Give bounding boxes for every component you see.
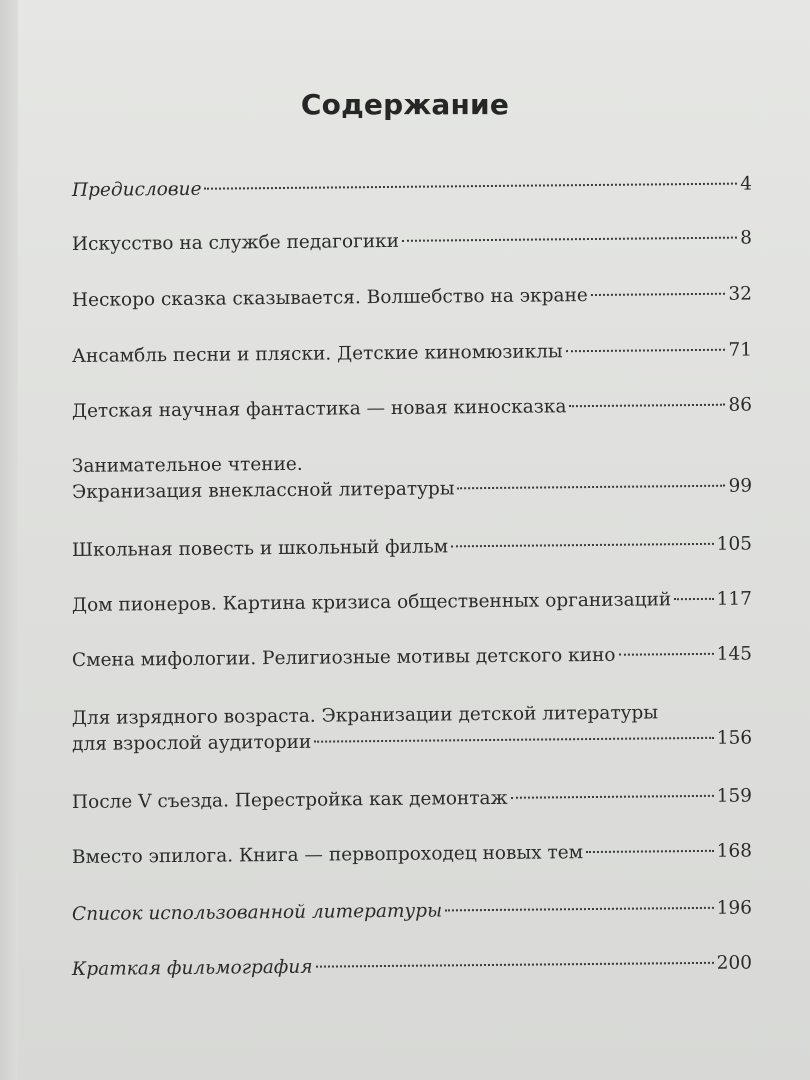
toc-page-number: 168	[716, 840, 753, 862]
dot-leader	[314, 737, 714, 743]
dot-leader	[591, 293, 726, 296]
dot-leader	[204, 183, 737, 190]
toc-page-number: 99	[728, 475, 753, 497]
toc-entry-text: Ансамбль песни и пляски. Детские киномюзиклы	[71, 341, 563, 367]
toc-page-number: 71	[728, 339, 753, 361]
toc-page-number: 156	[716, 727, 753, 749]
toc-entry-reading	[72, 447, 752, 506]
toc-page-number: 145	[716, 643, 753, 665]
toc-entry-text: Искусство на службе педагогики	[71, 230, 400, 255]
toc-entry-text: Смена мифологии. Религиозные мотивы детского кино	[71, 644, 616, 671]
toc-entry-text-line2: для взрослой аудитории	[72, 731, 312, 755]
dot-leader	[402, 237, 737, 242]
page-title: Содержание	[300, 88, 510, 121]
page-edge	[0, 0, 19, 1080]
dot-leader	[618, 653, 713, 656]
toc-entry-text: Занимательное чтение.	[71, 453, 303, 478]
toc-entry-text: Вместо эпилога. Книга — первопроходец новых тем	[71, 842, 584, 868]
toc-entry-text: Нескоро сказка сказывается. Волшебство на экране	[71, 285, 588, 311]
dot-leader	[445, 907, 714, 912]
dot-leader	[566, 349, 726, 353]
toc-page-number: 105	[716, 533, 753, 555]
toc-entry-text: Детская научная фантастика — новая киносказка	[71, 396, 567, 422]
toc-page-number: 8	[740, 227, 753, 249]
toc-page-number: 200	[716, 952, 753, 974]
toc-entry-text: После V съезда. Перестройка как демонтаж	[71, 787, 508, 813]
toc-entry-text-line2: Экранизация внеклассной литературы	[72, 478, 455, 503]
toc-entry-text: Краткая фильмография	[71, 956, 313, 980]
dot-leader	[586, 850, 714, 853]
toc-page-number: 32	[728, 283, 753, 305]
dot-leader	[511, 795, 714, 799]
toc-page-number: 86	[728, 394, 753, 416]
dot-leader	[674, 598, 713, 600]
dot-leader	[316, 962, 714, 968]
dot-leader	[458, 485, 726, 490]
toc-page-number: 196	[716, 897, 753, 919]
toc-entry-text: Школьная повесть и школьный фильм	[71, 536, 449, 561]
toc-entry-adult-audience	[72, 699, 752, 758]
toc-page-number: 117	[716, 588, 753, 610]
dot-leader	[451, 543, 714, 548]
toc-entry-text: Для изрядного возраста. Экранизации детской литературы	[71, 702, 659, 730]
toc-entry-text: Предисловие	[71, 178, 202, 201]
toc-page-number: 4	[740, 173, 753, 195]
dot-leader	[569, 404, 725, 407]
toc-entry-text: Дом пионеров. Картина кризиса общественных организаций	[71, 589, 672, 616]
toc-entry-text: Список использованной литературы	[71, 900, 443, 925]
toc-page-number: 159	[716, 785, 753, 807]
